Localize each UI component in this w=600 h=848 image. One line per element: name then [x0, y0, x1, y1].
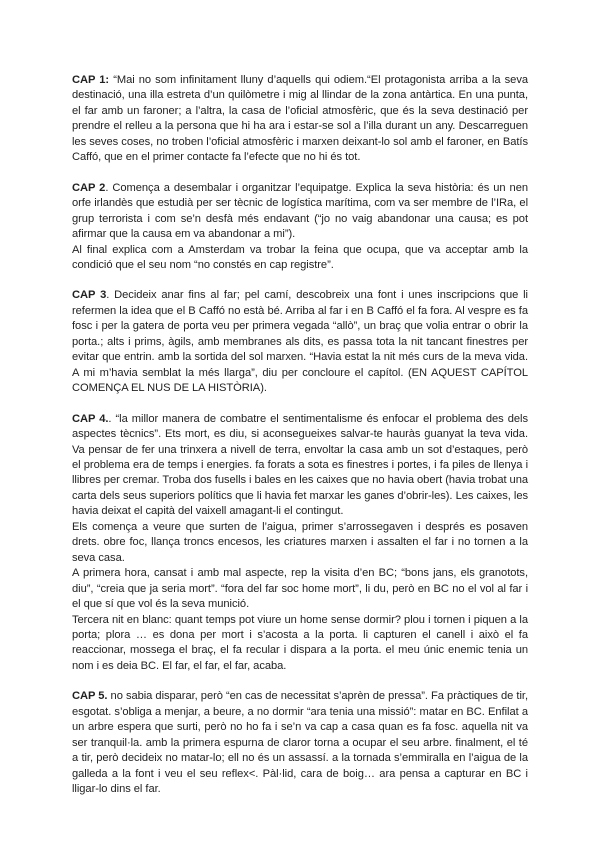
chapter-heading: CAP 5.	[72, 690, 108, 703]
chapter-paragraph	[72, 73, 528, 166]
chapter-text: no sabia disparar, però “en cas de necessitat s’aprèn de pressa”. Fa pràctiques de tir, esgotat. s’obliga a menjar, a beure, a no dormir “ara tenia una missió”: matar en BC. Enfilat a un arbre espera que surti, però no ho fa i se’n va cap a casa quan es fa fosc. aquella nit va ser tranquil·la. amb la primera espurna de claror torna a ocupar el seu arbre. finalment, el té a tir, però decideix no matar-lo; ell no és un assassí. a la tornada s’emmiralla en l’aigua de la galleda a la font i veu el seu reflex<. Pàl·lid, cara de boig… ara pensa a capturar en BC i lligar-lo dins el far.	[72, 690, 528, 796]
chapter-paragraph	[72, 181, 528, 243]
chapter-paragraph: Els comença a veure que surten de l’aigua, primer s’arrossegaven i després es posaven drets. obre foc, llança troncs encesos, les criatures marxen i assalten el far i no tornen a la seva casa.	[72, 520, 528, 564]
chapter-3	[72, 288, 528, 396]
chapter-heading: CAP 1:	[72, 74, 110, 86]
chapter-paragraph	[72, 689, 528, 797]
chapter-paragraph: Tercera nit en blanc: quant temps pot viure un home sense dormir? plou i tornen i piquen a la porta; plora … es dona per mort i s’acosta a la porta. li capturen el canell i això el fa reaccionar, mossega el braç, el fa recular i dispara a la porta. el meu únic enemic tenia un nom i es deia BC. El far, el far, el far, acaba.	[72, 613, 528, 672]
chapter-text: “Mai no som infinitament lluny d’aquells qui odiem.“El protagonista arriba a la seva destinació, una illa estreta d’un quilòmetre i mig al llindar de la zona antàrtica. En una punta, el far amb un faroner; a l’altra, la casa de l’oficial atmosfèric, que és la seva destinació per prendre el relleu a la persona que hi ha ara i estar-se sol a l’illa durant un any. Descarreguen les seves coses, no troben l’oficial atmosfèric i marxen deixant-lo sol amb el faroner, en Batís Caffó, que en el primer contacte fa l’efecte que no hi és tot.	[72, 74, 528, 164]
chapter-paragraph	[72, 412, 528, 520]
chapter-paragraph: Al final explica com a Amsterdam va trobar la feina que ocupa, que va acceptar amb la condició que el seu nom “no constés en cap registre”.	[72, 243, 528, 271]
chapter-5	[72, 689, 528, 797]
chapter-1	[72, 73, 528, 166]
chapter-2	[72, 181, 528, 274]
chapter-text: . Decideix anar fins al far; pel camí, descobreix una font i unes inscripcions que li refermen la idea que el B Caffó no està bé. Arriba al far i en B Caffó el fa fora. Al vespre es fa fosc i per la gatera de porta veu per primera vegada “allò”, un braç que volia entrar o obrir la porta.; alts i prims, àgils, amb membranes als dits, es passa tota la nit tancant finestres per evitar que entrin. amb la sortida del sol marxen. “Havia estat la nit més curs de la meva vida. A mi m’havia semblat la més llarga”, diu per concloure el capítol. (EN AQUEST CAPÍTOL COMENÇA EL NUS DE LA HISTÒRIA).	[72, 289, 528, 395]
chapter-heading: CAP 3	[72, 289, 107, 302]
document-page	[72, 73, 528, 812]
chapter-text: . “la millor manera de combatre el sentimentalisme és enfocar el problema des dels aspectes tècnics”. Ets mort, es diu, si aconsegueixes salvar-te hauràs guanyat la teva vida. Va pensar de fer una trinxera a nivell de terra, envoltar la casa amb un sot d’estaques, però el problema era de temps i energies. fa forats a sota es finestres i portes, i fa piles de llenya i llibres per cremar. Troba dos fusells i bales en les caixes que no havia obert (havia trobat una carta dels seus superiors polítics que li havia fet marxar les ganes d’obrir-les). Les caixes, les havia deixat el capità del vaixell amagant-li el contingut.	[72, 412, 528, 518]
chapter-heading: CAP 4.	[72, 412, 109, 425]
chapter-text: . Comença a desembalar i organitzar l’equipatge. Explica la seva història: és un nen orfe irlandès que estudià per ser tècnic de logística marítima, com va ser membre de l’IRa, el grup terrorista i com se’n desfà més endavant (“jo no vaig abandonar una causa; es pot afirmar que la causa em va abandonar a mi”).	[72, 181, 528, 241]
chapter-heading: CAP 2	[72, 181, 106, 194]
chapter-paragraph: A primera hora, cansat i amb mal aspecte, rep la visita d’en BC; “bons jans, els granotots, diu”, “creia que ja seria mort”. “fora del far soc home mort”, li du, però en BC no el vol al far i el que sí que vol és la seva munició.	[72, 567, 528, 611]
chapter-4	[72, 412, 528, 675]
chapter-paragraph	[72, 288, 528, 396]
